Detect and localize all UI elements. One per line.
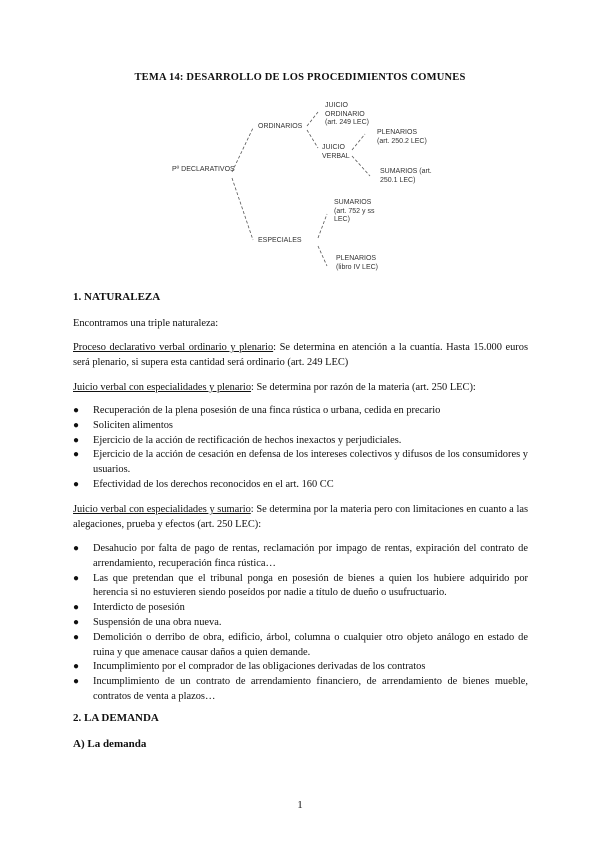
branch-root-especiales (232, 178, 253, 240)
diagram-juicio-ordinario-label: JUICIO ORDINARIO (art. 249 LEC) (325, 102, 369, 126)
diagram-especiales-label: ESPECIALES (258, 237, 302, 244)
bullet-icon: ● (73, 661, 80, 673)
list-item: ● Incumplimiento de un contrato de arrendamiento financiero, de arrendamiento de bienes mueble, contratos de venta a plazos… (73, 676, 528, 702)
list-item: ● Las que pretendan que el tribunal ponga en posesión de bienes a quien los hubiere adquirido por herencia si no estuvieren siendo poseídos por nadie a título de dueño o usufructuario. (73, 572, 528, 599)
text-juicio-verbal-sumario: : Se determina por la materia pero con limitaciones en cuanto a las alegaciones, prueba y efectos (art. 250 LEC): (73, 504, 529, 530)
paragraph-juicio-verbal-sumario (73, 502, 528, 532)
text-juicio-verbal-plenario: : Se determina por razón de la materia (art. 250 LEC): (251, 382, 476, 393)
bullet-icon: ● (73, 405, 80, 416)
page-number: 1 (297, 799, 303, 811)
bullet-icon: ● (73, 449, 80, 461)
term-proceso-declarativo: Proceso declarativo verbal ordinario y plenario (73, 342, 274, 353)
branch-ordinarios-juicio-ordinario (307, 112, 318, 126)
diagram-sumarios-verbal-label: SUMARIOS (art. 250.1 LEC) (380, 168, 432, 184)
section-heading-naturaleza: 1. NATURALEZA (73, 291, 161, 303)
list-item: ● Ejercicio de la acción de rectificación de hechos inexactos y perjudiciales. (73, 434, 528, 449)
list-plenario-materias (73, 404, 528, 493)
list-item: ● Efectividad de los derechos reconocidos en el art. 160 CC (73, 478, 528, 493)
branch-root-ordinarios (232, 128, 253, 172)
diagram-ordinarios-label: ORDINARIOS (258, 123, 303, 130)
list-item: ● Suspensión de una obra nueva. (73, 616, 528, 631)
branch-ordinarios-juicio-verbal (307, 130, 318, 148)
paragraph-proceso-declarativo (73, 340, 528, 370)
branch-especiales-plenarios (318, 246, 327, 266)
list-item: ● Recuperación de la plena posesión de una finca rústica o urbana, cedida en precario (73, 404, 528, 419)
list-item: ● Soliciten alimentos (73, 419, 528, 434)
subsection-heading-la-demanda: A) La demanda (73, 738, 147, 750)
page-title: TEMA 14: DESARROLLO DE LOS PROCEDIMIENTOS COMUNES (134, 72, 466, 83)
bullet-icon: ● (73, 543, 80, 554)
bullet-icon: ● (73, 616, 80, 628)
list-item: ● Desahucio por falta de pago de rentas, reclamación por impago de rentas, expiración del contrato de arrendamiento, recuperación finca rústica… (73, 543, 528, 569)
intro-paragraph: Encontramos una triple naturaleza: (73, 318, 219, 329)
bullet-icon: ● (73, 434, 80, 446)
list-item: ● Ejercicio de la acción de cesación en defensa de los intereses colectivos y difusos de los consumidores y usuarios. (73, 449, 528, 476)
term-juicio-verbal-plenario: Juicio verbal con especialidades y plenario (73, 382, 252, 393)
bullet-icon: ● (73, 419, 80, 431)
paragraph-juicio-verbal-plenario (73, 380, 528, 395)
diagram-root-label: Pº DECLARATIVOS (172, 166, 235, 173)
list-item: ● Demolición o derribo de obra, edificio, árbol, columna o cualquier otro objeto análogo en estado de ruina y que amenace causar daños a quien demande. (73, 631, 528, 658)
bullet-icon: ● (73, 676, 80, 688)
bullet-icon: ● (73, 478, 80, 490)
text-proceso-declarativo: : Se determina en atención a la cuantía. Hasta 15.000 euros será plenario, si supera esta cantidad será ordinario (art. 249 LEC) (73, 342, 529, 368)
term-juicio-verbal-sumario: Juicio verbal con especialidades y sumario (73, 504, 251, 515)
diagram-plenarios-especiales-label: PLENARIOS (libro IV LEC) (336, 255, 379, 271)
bullet-icon: ● (73, 602, 80, 614)
diagram-juicio-verbal-label: JUICIO VERBAL (322, 144, 350, 160)
bullet-icon: ● (73, 631, 80, 643)
branch-especiales-sumarios (318, 214, 327, 238)
diagram-plenarios-verbal-label: PLENARIOS (art. 250.2 LEC) (377, 129, 427, 145)
list-sumario-materias (73, 542, 528, 705)
bullet-icon: ● (73, 572, 80, 584)
section-heading-demanda: 2. LA DEMANDA (73, 712, 159, 724)
list-item: ● Incumplimiento por el comprador de las obligaciones derivadas de los contratos (73, 660, 528, 675)
diagram-sumarios-especiales-label: SUMARIOS (art. 752 y ss LEC) (334, 199, 375, 223)
list-item: ● Interdicto de posesión (73, 601, 528, 616)
